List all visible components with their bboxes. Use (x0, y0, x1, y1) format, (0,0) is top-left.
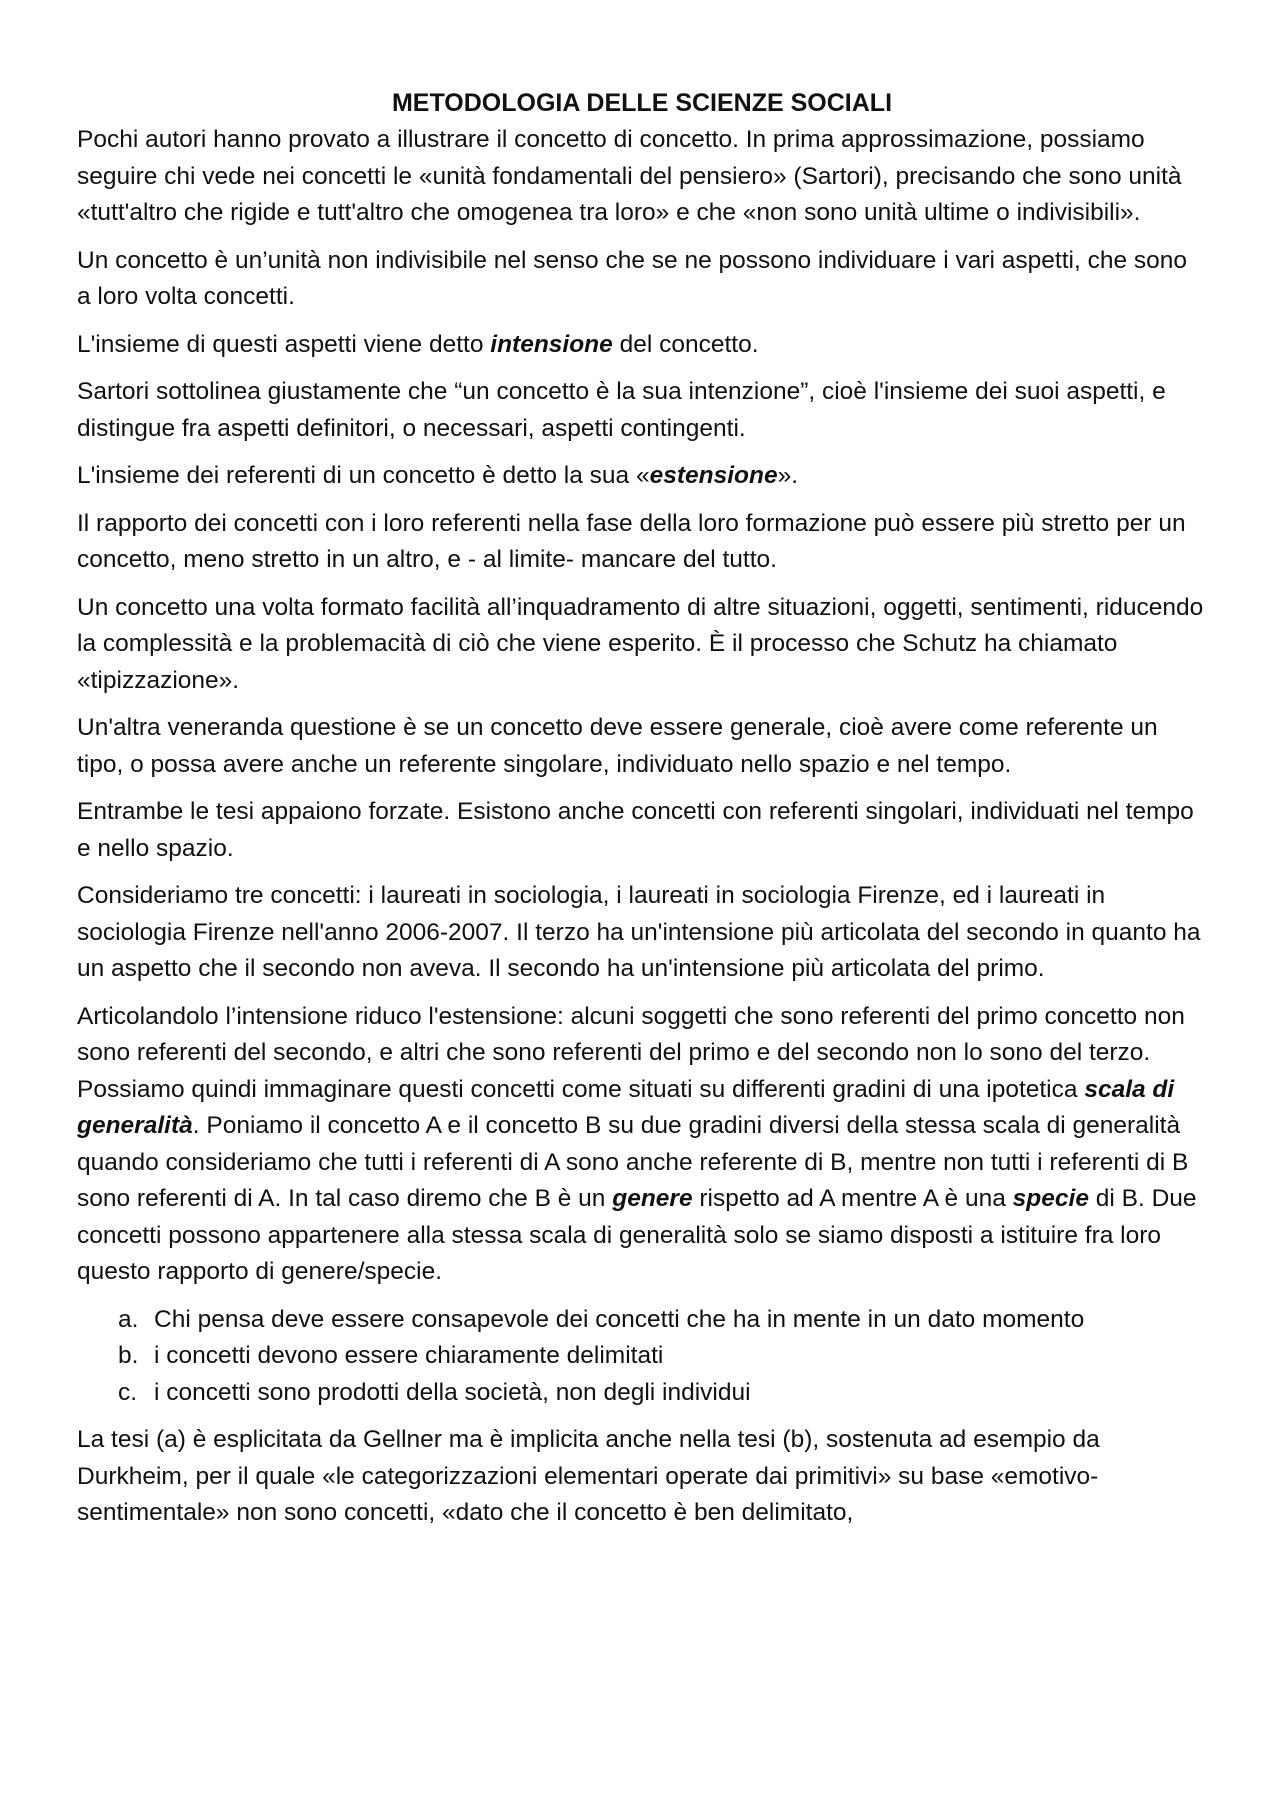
theses-list (77, 1302, 1207, 1412)
paragraph-text: L'insieme di questi aspetti viene detto (77, 330, 491, 358)
term-genere: genere (612, 1185, 693, 1212)
document-title: METODOLOGIA DELLE SCIENZE SOCIALI (391, 89, 893, 117)
list-item-text: i concetti devono essere chiaramente delimitati (154, 1342, 664, 1369)
list-item-text: Chi pensa deve essere consapevole dei concetti che ha in mente in un dato momento (154, 1305, 1085, 1333)
term-scala-di-generalita: scala di generalità (77, 1075, 1175, 1139)
list-item-text: i concetti sono prodotti della società, non degli individui (154, 1378, 751, 1406)
paragraph-text: di B. Due concetti possono appartenere alla stessa scala di generalità solo se siamo disposti a istituire fra loro questo rapporto di genere/specie. (77, 1185, 1197, 1285)
term-specie: specie (1012, 1185, 1089, 1212)
paragraph-non-indivisible: Un concetto è un’unità non indivisibile nel senso che se ne possono individuare i vari aspetti, che sono a loro volta concetti. (77, 246, 1188, 310)
list-marker: a. (118, 1305, 139, 1333)
term-intensione: intensione (490, 330, 613, 358)
paragraph-sartori: Sartori sottolinea giustamente che “un concetto è la sua intenzione”, cioè l'insieme dei suoi aspetti, e distingue fra aspetti definitori, o necessari, aspetti contingenti. (77, 378, 1166, 442)
paragraph-forced-theses: Entrambe le tesi appaiono forzate. Esistono anche concetti con referenti singolari, individuati nel tempo e nello spazio. (77, 798, 1194, 862)
paragraph-gellner-durkheim: La tesi (a) è esplicitata da Gellner ma è implicita anche nella tesi (b), sostenuta ad esempio da Durkheim, per il quale «le categorizzazioni elementari operate dai primitivi» su base «emotivo-sentimentale» non sono concetti, «dato che il concetto è ben delimitato, (77, 1426, 1100, 1526)
paragraph-intensione (77, 327, 1207, 364)
paragraph-concept-intro: Pochi autori hanno provato a illustrare il concetto di concetto. In prima approssimazione, possiamo seguire chi vede nei concetti le «unità fondamentali del pensiero» (Sartori), precisando che sono unità «tutt'altro che rigide e tutt'altro che omogenea tra loro» e che «non sono unità ultime o indivisibili». (77, 126, 1182, 226)
paragraph-tipizzazione: Un concetto una volta formato facilità all’inquadramento di altre situazioni, oggetti, sentimenti, riducendo la complessità e la problemacità di ciò che viene esperito. È il processo che Schutz ha chiamato «tipizzazione». (77, 593, 1204, 694)
paragraph-scala-generalita (77, 999, 1207, 1291)
paragraph-estensione (77, 458, 1207, 495)
list-item (77, 1338, 1207, 1375)
paragraph-text: ». (777, 462, 799, 489)
paragraph-text: L'insieme dei referenti di un concetto è detto la sua « (77, 462, 650, 489)
list-marker: c. (118, 1378, 138, 1406)
list-item (77, 1375, 1207, 1412)
paragraph-general-question: Un'altra veneranda questione è se un concetto deve essere generale, cioè avere come referente un tipo, o possa avere anche un referente singolare, individuato nello spazio e nel tempo. (77, 714, 1158, 778)
list-marker: b. (118, 1342, 139, 1369)
document-body (77, 86, 1207, 1543)
paragraph-three-concepts: Consideriamo tre concetti: i laureati in sociologia, i laureati in sociologia Firenze, ed i laureati in sociologia Firenze nell'anno 2006-2007. Il terzo ha un'intensione più articolata del secondo in quanto ha un aspetto che il secondo non aveva. Il secondo ha un'intensione più articolata del primo. (77, 882, 1201, 982)
paragraph-text: rispetto ad A mentre A è una (692, 1185, 1013, 1212)
paragraph-text: Articolandolo l’intensione riduco l'estensione: alcuni soggetti che sono referenti del primo concetto non sono referenti del secondo, e altri che sono referenti del primo e del secondo non lo sono del terzo. Possiamo quindi immaginare questi concetti come situati su differenti gradini di una ipotetica (77, 1002, 1185, 1103)
paragraph-referents-relation: Il rapporto dei concetti con i loro referenti nella fase della loro formazione può essere più stretto per un concetto, meno stretto in un altro, e - al limite- mancare del tutto. (77, 509, 1186, 573)
paragraph-text: . Poniamo il concetto A e il concetto B su due gradini diversi della stessa scala di generalità quando consideriamo che tutti i referenti di A sono anche referente di B, mentre non tutti i referenti di B sono referenti di A. In tal caso diremo che B è un (77, 1112, 1189, 1212)
list-item (77, 1302, 1207, 1339)
term-estensione: estensione (649, 462, 778, 489)
paragraph-text: del concetto. (612, 330, 759, 358)
